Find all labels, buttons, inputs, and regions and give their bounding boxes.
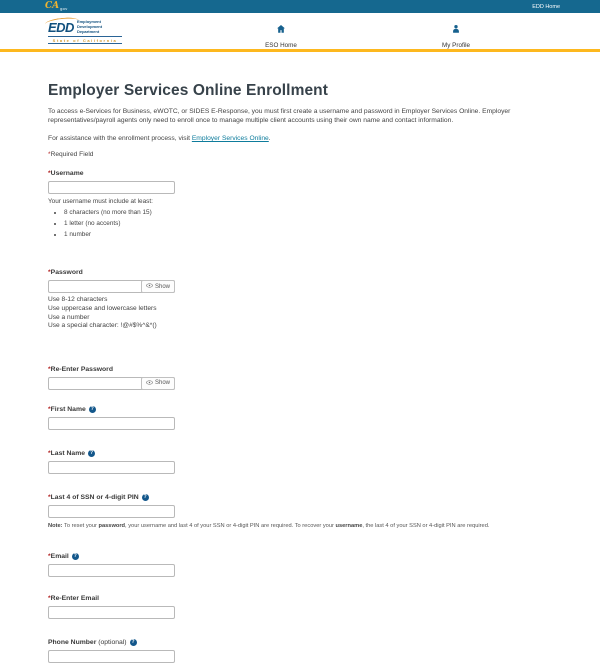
last-name-label: *Last Name ?	[48, 449, 94, 457]
required-asterisk: *	[48, 151, 51, 159]
page-title: Employer Services Online Enrollment	[48, 82, 329, 99]
help-icon[interactable]: ?	[73, 552, 77, 559]
password-rule: Use a special character: !@#$%^&*()	[48, 322, 157, 330]
required-field-note: *Required Field	[48, 151, 94, 159]
reenter-password-show-button[interactable]: Show	[141, 377, 175, 390]
help-icon[interactable]: ?	[90, 405, 94, 412]
phone-label: Phone Number (optional) ?	[48, 638, 135, 646]
reenter-password-group	[48, 366, 555, 390]
password-rule: Use a number	[48, 313, 90, 321]
help-icon[interactable]: ?	[131, 638, 135, 645]
email-label: *Email ?	[48, 552, 77, 560]
phone-group	[48, 639, 555, 663]
nav-eso-home-label: ESO Home	[265, 42, 297, 49]
assistance-text: For assistance with the enrollment process, visit	[48, 135, 192, 143]
first-name-input[interactable]	[48, 417, 175, 430]
last-name-group	[48, 450, 555, 474]
reenter-password-label: *Re-Enter Password	[48, 365, 113, 373]
username-rule: • 8 characters (no more than 15)	[64, 209, 555, 216]
reenter-email-input[interactable]	[48, 606, 175, 619]
employer-services-online-link[interactable]: Employer Services Online	[191, 135, 269, 143]
edd-logo-acronym: EDD	[48, 20, 74, 35]
intro-paragraph: To access e-Services for Business, eWOTC, or SIDES E-Response, you must first create a username and password in Employer Services Online. Employer representatives/payroll agents only need to enroll once to manage multiple client accounts using their own name and contact information.	[48, 108, 511, 125]
ca-gov-logo-ca: CA	[45, 1, 60, 11]
help-icon[interactable]: ?	[90, 449, 94, 456]
edd-logo-text: Employment Development Department	[76, 19, 103, 34]
phone-input[interactable]	[48, 650, 175, 663]
username-rule: • 1 letter (no accents)	[64, 220, 555, 227]
password-label: *Password	[48, 269, 83, 277]
help-icon[interactable]: ?	[143, 493, 147, 500]
ssn-pin-input[interactable]	[48, 505, 175, 518]
username-rule: • 1 number	[64, 231, 555, 238]
first-name-group	[48, 406, 555, 430]
password-show-button[interactable]: Show	[141, 280, 175, 293]
ca-gov-logo[interactable]	[45, 0, 68, 13]
nav-eso-home[interactable]	[246, 21, 316, 49]
username-group	[48, 170, 555, 238]
username-rules-title: Your username must include at least:	[48, 198, 153, 206]
ssn-pin-label: *Last 4 of SSN or 4-digit PIN ?	[48, 493, 147, 501]
reenter-email-label: *Re-Enter Email	[48, 594, 100, 602]
top-utility-bar	[0, 0, 600, 13]
password-group	[48, 269, 555, 331]
first-name-label: *First Name ?	[48, 405, 94, 413]
nav-my-profile[interactable]	[421, 21, 491, 49]
ca-gov-logo-gov: gov	[60, 6, 68, 11]
nav-my-profile-label: My Profile	[442, 42, 470, 49]
site-header	[0, 13, 600, 52]
assistance-line: For assistance with the enrollment process, visit Employer Services Online.	[48, 135, 271, 143]
password-rules	[48, 296, 555, 331]
last-name-input[interactable]	[48, 461, 175, 474]
home-icon	[276, 21, 286, 39]
ssn-pin-group	[48, 494, 555, 529]
reenter-email-group	[48, 595, 555, 619]
password-rule: Use 8-12 characters	[48, 296, 108, 304]
eye-icon	[146, 283, 153, 290]
password-rule: Use uppercase and lowercase letters	[48, 304, 157, 312]
email-input[interactable]	[48, 564, 175, 577]
username-rules-list	[64, 209, 555, 238]
username-label: *Username	[48, 170, 84, 178]
username-input[interactable]	[48, 181, 175, 194]
edd-logo-state: State of California	[48, 36, 122, 44]
eye-icon	[146, 380, 153, 387]
edd-logo[interactable]	[48, 17, 122, 44]
edd-home-link[interactable]: EDD Home	[532, 3, 560, 10]
email-group	[48, 553, 555, 577]
person-icon	[451, 21, 461, 39]
main-content	[0, 52, 600, 663]
ssn-pin-note: Note: To reset your password, your username and last 4 of your SSN or 4-digit PIN are required. To recover your username, the last 4 of your SSN or 4-digit PIN are required.	[48, 522, 490, 529]
